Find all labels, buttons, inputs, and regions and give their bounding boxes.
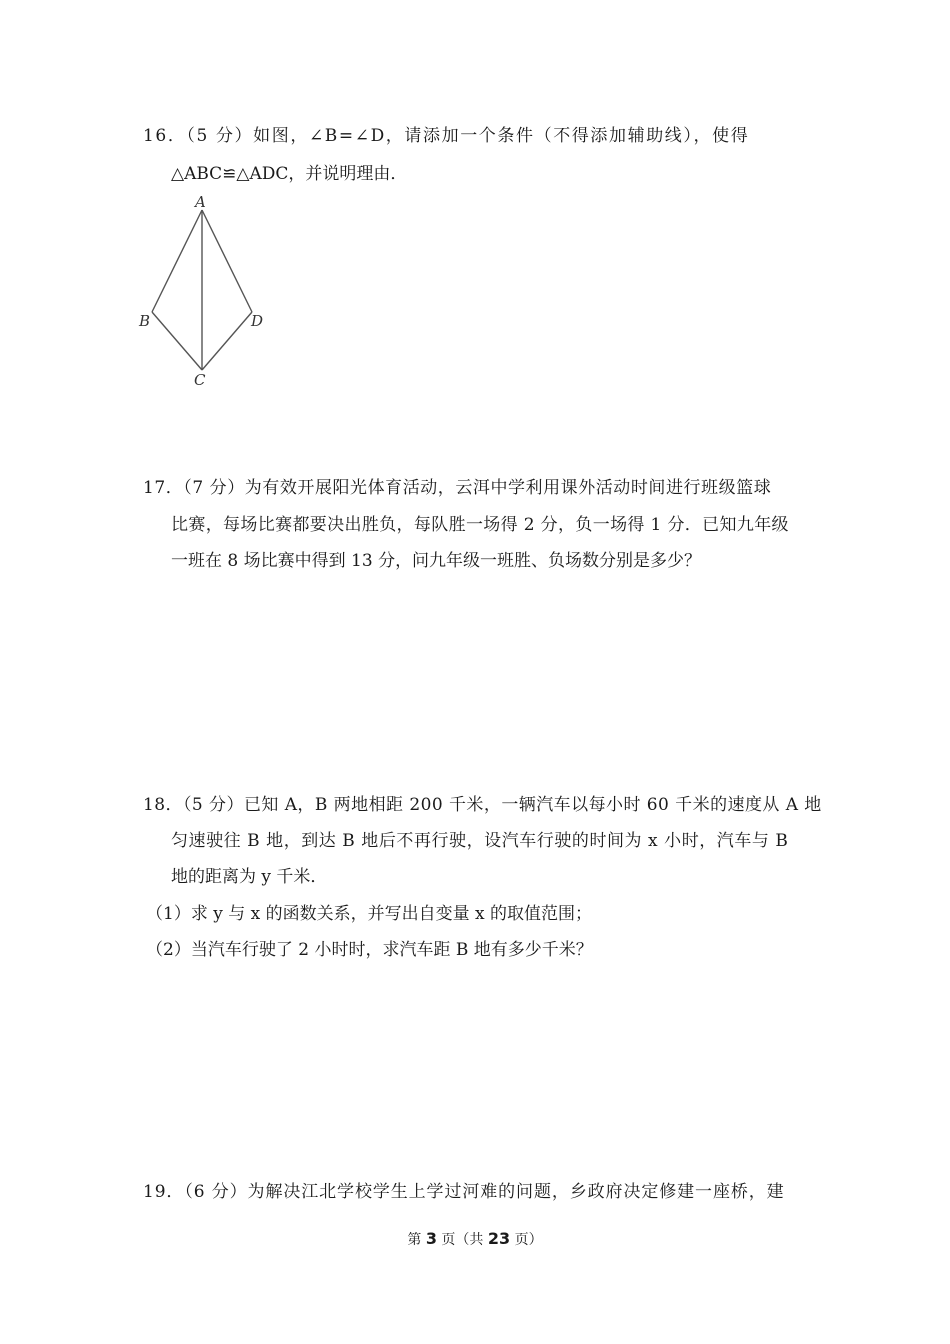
footer-middle: 页（共	[436, 1232, 488, 1248]
vertex-label-d: D	[251, 312, 264, 330]
vertex-label-c: C	[194, 371, 206, 389]
question-17-line-3: 一班在 8 场比赛中得到 13 分，问九年级一班胜、负场数分别是多少？	[171, 551, 702, 571]
footer-page-number: 3	[425, 1229, 437, 1248]
question-18-subquestion-2: （2）当汽车行驶了 2 小时时，求汽车距 B 地有多少千米？	[146, 940, 593, 960]
question-18-line-3: 地的距离为 y 千米．	[171, 867, 328, 887]
footer-suffix: 页）	[510, 1232, 543, 1248]
vertex-label-b: B	[139, 312, 151, 330]
edge-dc	[202, 312, 252, 370]
question-19-line-1: 19．（6 分）为解决江北学校学生上学过河难的问题，乡政府决定修建一座桥，建	[143, 1182, 785, 1202]
footer-prefix: 第	[407, 1232, 426, 1248]
footer-total-pages: 23	[487, 1229, 511, 1248]
edge-bc	[152, 312, 202, 370]
question-18-line-2: 匀速驶往 B 地，到达 B 地后不再行驶，设汽车行驶的时间为 x 小时，汽车与 B	[171, 831, 789, 851]
question-17-line-2: 比赛，每场比赛都要决出胜负，每队胜一场得 2 分，负一场得 1 分．已知九年级	[171, 515, 789, 535]
question-18-line-1: 18．（5 分）已知 A，B 两地相距 200 千米，一辆汽车以每小时 60 千米的速度从 A 地	[143, 795, 822, 815]
question-16-line-1: 16．（5 分）如图，∠B=∠D，请添加一个条件（不得添加辅助线），使得	[143, 126, 750, 146]
vertex-label-a: A	[195, 193, 206, 211]
edge-ad	[202, 210, 252, 312]
question-18-subquestion-1: （1）求 y 与 x 的函数关系，并写出自变量 x 的取值范围；	[146, 904, 593, 924]
edge-ab	[152, 210, 202, 312]
page-footer	[0, 1228, 950, 1251]
question-16-line-2: △ABC≌△ADC，并说明理由．	[171, 164, 408, 184]
question-17-line-1: 17．（7 分）为有效开展阳光体育活动，云洱中学利用课外活动时间进行班级篮球	[143, 478, 772, 498]
kite-figure	[133, 190, 273, 390]
